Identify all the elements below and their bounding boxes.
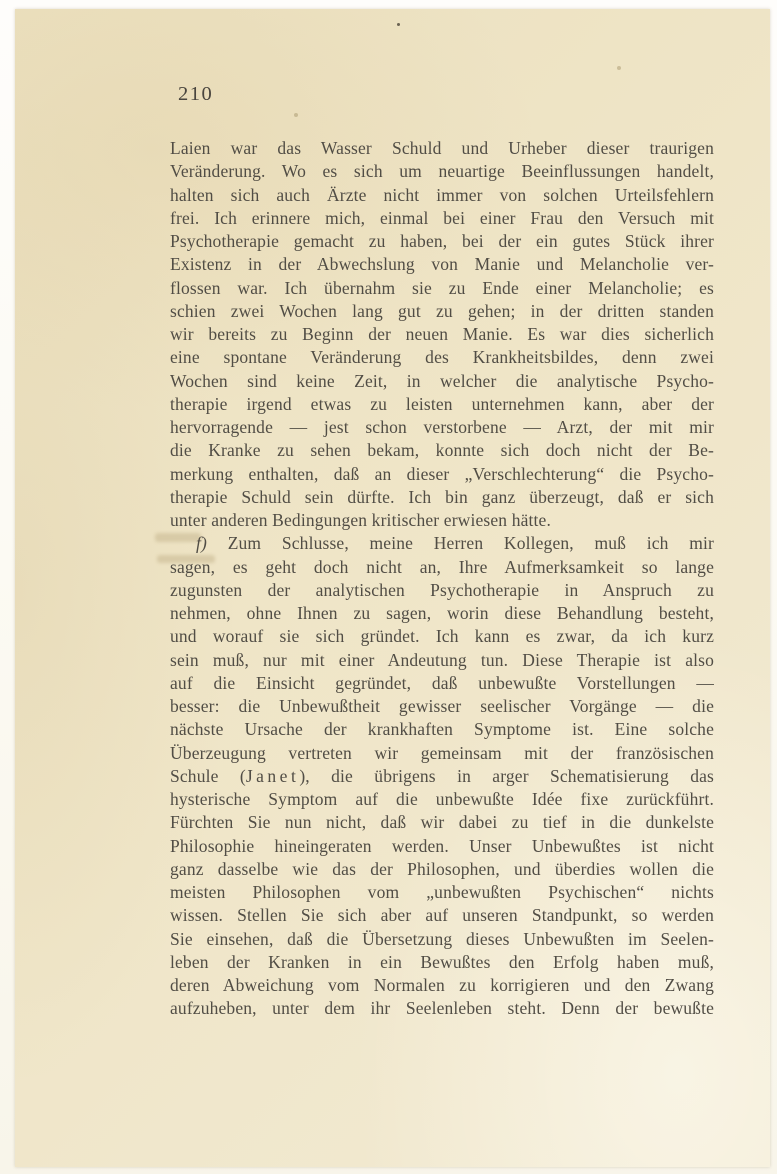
text-line: Philosophie hineingeraten werden. Unser Unbewußtes ist nicht (170, 835, 714, 856)
text-line: auf die Einsicht gegründet, daß unbewußte Vorstellungen — (170, 672, 714, 693)
text-line: flossen war. Ich übernahm sie zu Ende einer Melancholie; es (170, 277, 714, 298)
text-line: meisten Philosophen vom „unbewußten Psychischen“ nichts (170, 882, 714, 902)
text-line: deren Abweichung vom Normalen zu korrigieren und den Zwang (170, 975, 714, 995)
text-line: nehmen, ohne Ihnen zu sagen, worin diese Behandlung besteht, (170, 603, 714, 623)
text-line: ganz dasselbe wie das der Philosophen, und überdies wollen die (170, 858, 714, 879)
text-line: besser: die Unbewußtheit gewisser seelischer Vorgänge — die (170, 696, 714, 716)
text-line: die Kranke zu sehen bekam, konnte sich doch nicht der Be- (170, 440, 714, 461)
text-line: halten sich auch Ärzte nicht immer von solchen Urteilsfehlern (170, 184, 714, 205)
paper-speck (397, 23, 400, 26)
text-block (170, 137, 714, 1021)
text-line: Veränderung. Wo es sich um neuartige Beeinflussungen handelt, (170, 161, 714, 182)
book-page (15, 9, 770, 1167)
text-line: eine spontane Veränderung des Krankheitsbildes, denn zwei (170, 347, 714, 368)
text-line: hervorragende — jest schon verstorbene — Arzt, der mit mir (170, 417, 714, 437)
janet-line (170, 765, 714, 788)
paragraph-end-line: unter anderen Bedingungen kritischer erwiesen hätte. (170, 510, 551, 530)
text-line: Existenz in der Abwechslung von Manie und Melancholie ver- (170, 254, 714, 275)
spaced-name: Janet (245, 765, 300, 786)
text-segment: Zum Schlusse, meine Herren Kollegen, muß ich mir (207, 533, 714, 554)
text-line: schien zwei Wochen lang gut zu gehen; in der dritten standen (170, 300, 714, 321)
text-line: wir bereits zu Beginn der neuen Manie. Es war dies sicherlich (170, 324, 714, 344)
text-line: wissen. Stellen Sie sich aber auf unseren Standpunkt, so werden (170, 905, 714, 926)
text-line: hysterische Symptom auf die unbewußte Idée fixe zurückführt. (170, 789, 714, 809)
text-segment: ), die übrigens in arger Schematisierung das (299, 765, 714, 786)
text-line: leben der Kranken in ein Bewußtes den Erfolg haben muß, (170, 951, 714, 972)
text-line: frei. Ich erinnere mich, einmal bei einer Frau den Versuch mit (170, 207, 714, 228)
text-line: Laien war das Wasser Schuld und Urheber dieser traurigen (170, 138, 714, 158)
text-line: Psychotherapie gemacht zu haben, bei der ein gutes Stück ihrer (170, 231, 714, 251)
paper-speck (617, 66, 621, 70)
text-line: Überzeugung vertreten wir gemeinsam mit der französischen (170, 742, 714, 763)
text-line: Sie einsehen, daß die Übersetzung dieses Unbewußten im Seelen- (170, 928, 714, 949)
text-line: Fürchten Sie nun nicht, daß wir dabei zu tief in die dunkelste (170, 812, 714, 833)
text-line: Wochen sind keine Zeit, in welcher die analytische Psycho- (170, 370, 714, 391)
paragraph-start-line (170, 532, 714, 555)
paper-speck (294, 113, 298, 117)
text-line: therapie irgend etwas zu leisten unternehmen kann, aber der (170, 393, 714, 414)
paragraph-marker: f) (196, 533, 207, 554)
text-line: aufzuheben, unter dem ihr Seelenleben steht. Denn der bewußte (170, 998, 714, 1019)
text-segment: Schule ( (170, 765, 246, 786)
text-line: nächste Ursache der krankhaften Symptome ist. Eine solche (170, 719, 714, 740)
text-line: und worauf sie sich gründet. Ich kann es zwar, da ich kurz (170, 626, 714, 647)
text-line: zugunsten der analytischen Psychotherapie in Anspruch zu (170, 579, 714, 600)
text-line: merkung enthalten, daß an dieser „Verschlechterung“ die Psycho- (170, 463, 714, 484)
page-number: 210 (178, 83, 214, 105)
text-line: sein muß, nur mit einer Andeutung tun. Diese Therapie ist also (170, 649, 714, 670)
text-line: sagen, es geht doch nicht an, Ihre Aufmerksamkeit so lange (170, 556, 714, 577)
text-line: therapie Schuld sein dürfte. Ich bin ganz überzeugt, daß er sich (170, 486, 714, 507)
